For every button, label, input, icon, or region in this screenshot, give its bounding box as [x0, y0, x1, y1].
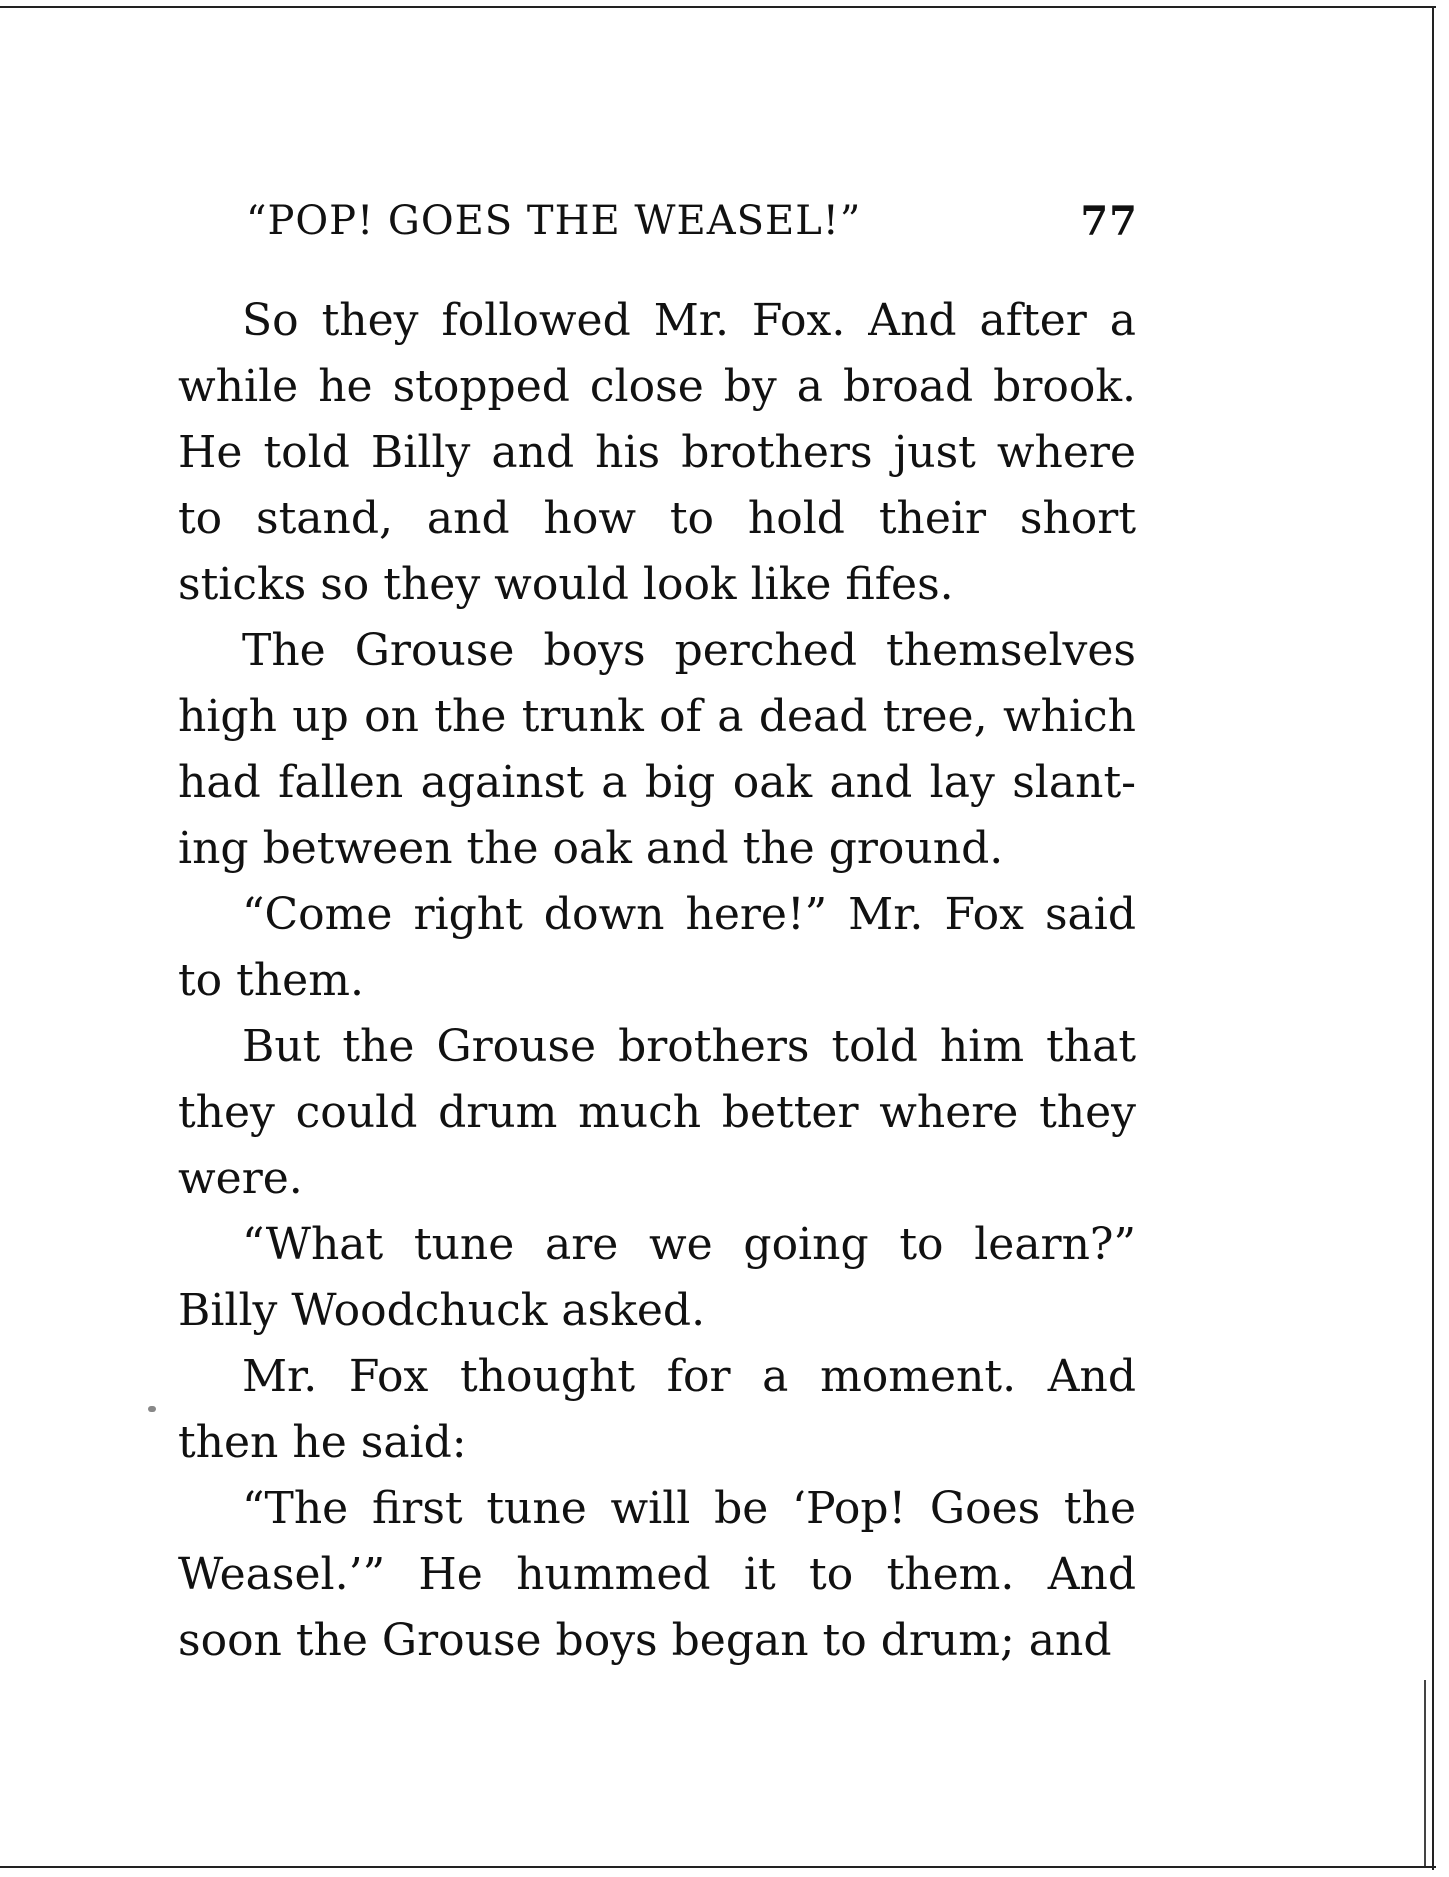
- paragraph: “What tune are we going to learn?” Billy Woodchuck asked.: [178, 1219, 1136, 1336]
- scan-border-bottom: [0, 1866, 1436, 1868]
- scan-border-top: [0, 6, 1436, 8]
- scan-border-right-inner: [1424, 1680, 1426, 1868]
- running-title: “POP! GOES THE WEASEL!”: [246, 198, 862, 244]
- paragraph: “The first tune will be ‘Pop! Goes the Weasel.’” He hummed it to them. And soon the Grouse boys began to drum; and: [178, 1483, 1136, 1666]
- page-header: [246, 198, 1138, 258]
- scan-border-right: [1432, 6, 1434, 1870]
- scan-speck: [148, 1406, 156, 1412]
- paragraph: So they followed Mr. Fox. And after a while he stopped close by a broad brook. He told Billy and his brothers just where to stand, and how to hold their short sticks so they would look like fifes.: [178, 295, 1136, 610]
- paragraph: “Come right down here!” Mr. Fox said to them.: [178, 889, 1136, 1006]
- paragraph: But the Grouse brothers told him that they could drum much better where they were.: [178, 1021, 1136, 1204]
- body-text: [178, 288, 1136, 1674]
- page-number: 77: [1080, 198, 1138, 245]
- paragraph: Mr. Fox thought for a moment. And then he said:: [178, 1351, 1136, 1468]
- paragraph: The Grouse boys perched themselves high up on the trunk of a dead tree, which had fallen against a big oak and lay slanting between the oak and the ground.: [178, 625, 1136, 874]
